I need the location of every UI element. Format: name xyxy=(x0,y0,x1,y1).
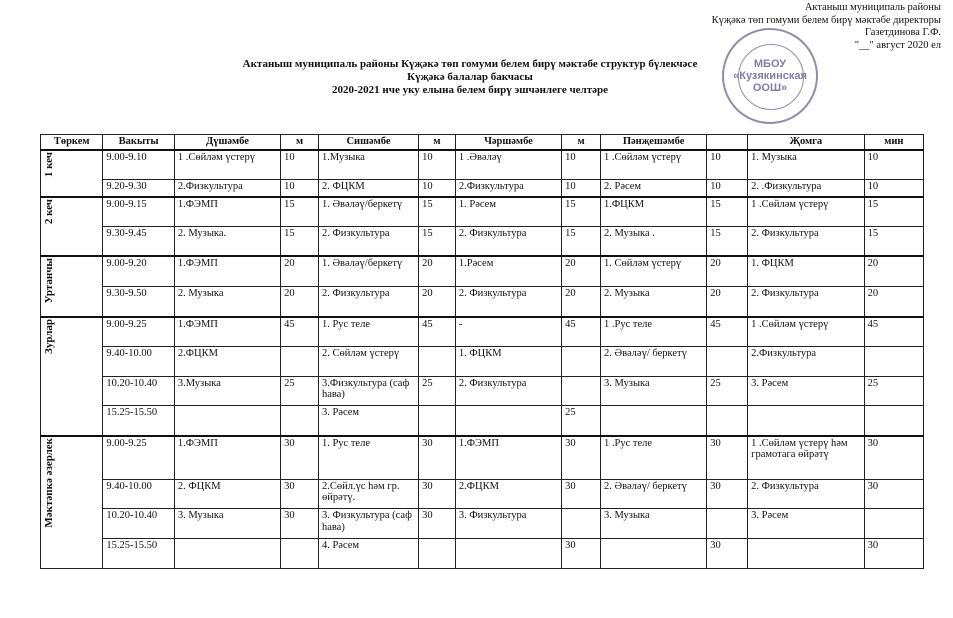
approval-line-4: "__" август 2020 ел xyxy=(854,39,941,51)
schedule-cell: 2. Физкультура xyxy=(748,287,865,317)
group-name: 2 кеч xyxy=(43,198,55,225)
stamp-line-3: ООШ» xyxy=(752,82,788,94)
schedule-cell xyxy=(174,539,280,569)
schedule-cell xyxy=(455,406,561,436)
schedule-cell: 30 xyxy=(707,479,748,509)
schedule-cell: 10 xyxy=(707,180,748,197)
column-header: Сишәмбе xyxy=(318,135,418,151)
title-line-3: 2020-2021 нче уку елына белем бирү эшчәнлеге челтәре xyxy=(331,84,609,96)
schedule-cell: 15 xyxy=(562,227,601,257)
schedule-cell xyxy=(864,347,923,377)
schedule-cell: 2. Физкультура xyxy=(455,376,561,406)
column-header: м xyxy=(562,135,601,151)
schedule-cell: 3. Музыка xyxy=(174,509,280,539)
schedule-cell: 20 xyxy=(707,256,748,286)
schedule-cell: 2. Әвәләү/ беркетү xyxy=(600,479,706,509)
time-cell: 10.20-10.40 xyxy=(103,509,175,539)
schedule-cell: 20 xyxy=(419,287,456,317)
schedule-cell: 3. Рәсем xyxy=(748,376,865,406)
column-header: м xyxy=(419,135,456,151)
schedule-cell: 2. Физкультура xyxy=(318,287,418,317)
schedule-cell: 2. .Физкультура xyxy=(748,180,865,197)
schedule-cell xyxy=(748,539,865,569)
schedule-body xyxy=(41,150,924,569)
schedule-cell: 25 xyxy=(707,376,748,406)
table-row xyxy=(41,227,924,257)
schedule-cell: 15 xyxy=(562,197,601,227)
stamp-line-2: «Кузякинская xyxy=(733,70,807,82)
table-row xyxy=(41,436,924,479)
schedule-cell: 1. Рус теле xyxy=(318,436,418,479)
time-cell: 9.00-9.20 xyxy=(103,256,175,286)
schedule-cell: 1. Рәсем xyxy=(455,197,561,227)
schedule-cell xyxy=(707,406,748,436)
schedule-cell: 10 xyxy=(281,180,319,197)
schedule-cell: 3. Музыка xyxy=(600,376,706,406)
schedule-cell: 1. Әвәләү/беркетү xyxy=(318,256,418,286)
schedule-cell: 2.Физкультура xyxy=(748,347,865,377)
title-line-2: Күҗәкә балалар бакчасы xyxy=(407,71,533,83)
schedule-cell: 15 xyxy=(419,197,456,227)
group-name-cell xyxy=(41,317,103,436)
schedule-cell: 15 xyxy=(864,197,923,227)
schedule-cell: 1. ФЦКМ xyxy=(748,256,865,286)
schedule-cell: 10 xyxy=(864,150,923,180)
schedule-cell: 3. Рәсем xyxy=(748,509,865,539)
schedule-cell xyxy=(864,509,923,539)
schedule-cell: 1.ФЭМП xyxy=(174,197,280,227)
schedule-cell: 3.Музыка xyxy=(174,376,280,406)
schedule-cell: 45 xyxy=(281,317,319,347)
schedule-cell: 2. Рәсем xyxy=(600,180,706,197)
schedule-cell: 1. Сөйләм үстерү xyxy=(600,256,706,286)
approval-line-1: Актаныш муниципаль районы xyxy=(804,2,941,13)
schedule-cell: 10 xyxy=(864,180,923,197)
schedule-cell: 30 xyxy=(707,436,748,479)
schedule-cell: 30 xyxy=(707,539,748,569)
schedule-cell: 2. Музыка xyxy=(174,287,280,317)
schedule-cell: 30 xyxy=(562,436,601,479)
schedule-cell xyxy=(419,347,456,377)
schedule-cell: 2.ФЦКМ xyxy=(455,479,561,509)
schedule-cell: 3. Физкультура (саф һава) xyxy=(318,509,418,539)
time-cell: 15.25-15.50 xyxy=(103,539,175,569)
schedule-cell: 15 xyxy=(281,197,319,227)
schedule-cell: 20 xyxy=(562,287,601,317)
group-name: Мәктәпкә әзерлек xyxy=(43,437,55,528)
schedule-cell: 15 xyxy=(281,227,319,257)
schedule-cell: 2. Физкультура xyxy=(748,227,865,257)
schedule-cell: 25 xyxy=(281,376,319,406)
schedule-cell: 10 xyxy=(707,150,748,180)
schedule-cell: 45 xyxy=(419,317,456,347)
column-header: Вакыты xyxy=(103,135,175,151)
time-cell: 9.30-9.50 xyxy=(103,287,175,317)
table-row xyxy=(41,287,924,317)
time-cell: 9.00-9.15 xyxy=(103,197,175,227)
table-row xyxy=(41,197,924,227)
stamp-line-1: МБОУ xyxy=(753,58,787,70)
schedule-cell xyxy=(455,539,561,569)
schedule-cell xyxy=(748,406,865,436)
schedule-cell: 2. Музыка. xyxy=(174,227,280,257)
schedule-cell: 1. Рус теле xyxy=(318,317,418,347)
group-name-cell xyxy=(41,150,103,197)
column-header: Пәнҗешәмбе xyxy=(600,135,706,151)
schedule-cell xyxy=(419,406,456,436)
schedule-cell: 2. ФЦКМ xyxy=(318,180,418,197)
schedule-cell: 2. Физкультура xyxy=(455,227,561,257)
schedule-cell xyxy=(174,406,280,436)
schedule-cell: 15 xyxy=(707,227,748,257)
column-header: м xyxy=(281,135,319,151)
schedule-cell: 1 .Сөйләм үстерү xyxy=(748,317,865,347)
schedule-cell xyxy=(419,539,456,569)
schedule-cell: 1.ФЭМП xyxy=(455,436,561,479)
schedule-cell: 30 xyxy=(281,509,319,539)
schedule-cell: 20 xyxy=(419,256,456,286)
schedule-cell: 10 xyxy=(281,150,319,180)
schedule-cell: 2. ФЦКМ xyxy=(174,479,280,509)
column-header: мин xyxy=(864,135,923,151)
time-cell: 9.30-9.45 xyxy=(103,227,175,257)
schedule-cell: 2. Музыка . xyxy=(600,227,706,257)
schedule-cell: 1 .Сөйләм үстерү һәм грамотага өйрәтү xyxy=(748,436,865,479)
schedule-cell xyxy=(562,376,601,406)
group-name: 1 кеч xyxy=(43,152,55,178)
schedule-cell: 20 xyxy=(864,287,923,317)
schedule-cell: 1 .Сөйләм үстерү xyxy=(748,197,865,227)
schedule-cell: 1. Әвәләү/беркетү xyxy=(318,197,418,227)
schedule-cell: 15 xyxy=(419,227,456,257)
time-cell: 9.20-9.30 xyxy=(103,180,175,197)
schedule-cell: 3. Физкультура xyxy=(455,509,561,539)
group-name-cell xyxy=(41,197,103,256)
schedule-cell: 1 .Сөйләм үстерү xyxy=(600,150,706,180)
group-name: Уртанчы xyxy=(43,258,55,304)
schedule-cell: 1.Музыка xyxy=(318,150,418,180)
group-name: Зурлар xyxy=(43,318,55,354)
schedule-cell: 25 xyxy=(419,376,456,406)
schedule-table xyxy=(40,134,924,569)
schedule-cell xyxy=(707,347,748,377)
schedule-cell xyxy=(600,539,706,569)
schedule-cell xyxy=(707,509,748,539)
schedule-cell xyxy=(562,509,601,539)
time-cell: 15.25-15.50 xyxy=(103,406,175,436)
schedule-cell: 1. Музыка xyxy=(748,150,865,180)
schedule-cell: 20 xyxy=(562,256,601,286)
schedule-cell xyxy=(600,406,706,436)
schedule-cell: 2.Сөйл.үс һәм гр. өйрәтү. xyxy=(318,479,418,509)
schedule-cell: 45 xyxy=(864,317,923,347)
time-cell: 9.40-10.00 xyxy=(103,479,175,509)
title-line-1: Актаныш муниципаль районы Күҗәкә төп гомуми белем бирү мәктәбе структур бүлекчәсе xyxy=(242,58,698,70)
schedule-cell: 20 xyxy=(864,256,923,286)
schedule-cell: 30 xyxy=(562,539,601,569)
table-row xyxy=(41,376,924,406)
table-row xyxy=(41,180,924,197)
schedule-cell: 30 xyxy=(281,436,319,479)
schedule-cell: 25 xyxy=(864,376,923,406)
schedule-cell: 1 .Рус теле xyxy=(600,436,706,479)
table-row xyxy=(41,256,924,286)
schedule-cell xyxy=(562,347,601,377)
schedule-cell: 2. Музыка xyxy=(600,287,706,317)
schedule-cell: 30 xyxy=(419,479,456,509)
schedule-cell: 25 xyxy=(562,406,601,436)
time-cell: 9.00-9.10 xyxy=(103,150,175,180)
time-cell: 10.20-10.40 xyxy=(103,376,175,406)
schedule-cell: 45 xyxy=(707,317,748,347)
schedule-cell: 10 xyxy=(562,150,601,180)
document-title xyxy=(120,58,820,97)
schedule-cell: 1. ФЦКМ xyxy=(455,347,561,377)
schedule-cell: 2. Физкультура xyxy=(318,227,418,257)
schedule-cell: 45 xyxy=(562,317,601,347)
time-cell: 9.40-10.00 xyxy=(103,347,175,377)
column-header: Чәршәмбе xyxy=(455,135,561,151)
group-name-cell xyxy=(41,436,103,569)
schedule-cell: 1.ФЭМП xyxy=(174,436,280,479)
schedule-cell: 20 xyxy=(281,287,319,317)
schedule-cell: 1.Рәсем xyxy=(455,256,561,286)
schedule-cell: 3.Физкультура (саф һава) xyxy=(318,376,418,406)
schedule-cell: 10 xyxy=(419,150,456,180)
header-row xyxy=(41,135,924,151)
schedule-cell: 10 xyxy=(562,180,601,197)
table-row xyxy=(41,317,924,347)
schedule-cell: 30 xyxy=(419,509,456,539)
schedule-cell: 4. Рәсем xyxy=(318,539,418,569)
schedule-cell xyxy=(281,347,319,377)
schedule-cell: 1 .Рус теле xyxy=(600,317,706,347)
schedule-cell: 30 xyxy=(864,539,923,569)
table-row xyxy=(41,509,924,539)
schedule-cell: 30 xyxy=(562,479,601,509)
table-row xyxy=(41,347,924,377)
schedule-cell: - xyxy=(455,317,561,347)
group-name-cell xyxy=(41,256,103,316)
column-header: Дүшәмбе xyxy=(174,135,280,151)
schedule-cell: 20 xyxy=(707,287,748,317)
schedule-cell: 1 .Әвәләү xyxy=(455,150,561,180)
schedule-cell: 1 .Сөйләм үстерү xyxy=(174,150,280,180)
schedule-cell: 2. Әвәләү/ беркетү xyxy=(600,347,706,377)
schedule-cell: 3. Рәсем xyxy=(318,406,418,436)
schedule-cell: 10 xyxy=(419,180,456,197)
schedule-cell: 15 xyxy=(864,227,923,257)
schedule-cell: 2.Физкультура xyxy=(174,180,280,197)
schedule-cell xyxy=(281,406,319,436)
schedule-cell: 2. Физкультура xyxy=(455,287,561,317)
table-row xyxy=(41,539,924,569)
approval-line-2: Күҗәкә төп гомуми белем бирү мәктәбе директоры xyxy=(711,14,941,26)
table-row xyxy=(41,406,924,436)
time-cell: 9.00-9.25 xyxy=(103,317,175,347)
schedule-cell: 30 xyxy=(864,436,923,479)
schedule-cell: 15 xyxy=(707,197,748,227)
schedule-cell: 2. Сөйләм үстерү xyxy=(318,347,418,377)
schedule-cell: 1.ФЦКМ xyxy=(600,197,706,227)
schedule-cell: 2.Физкультура xyxy=(455,180,561,197)
schedule-cell xyxy=(864,406,923,436)
schedule-cell xyxy=(281,539,319,569)
table-row xyxy=(41,150,924,180)
schedule-cell: 2.ФЦКМ xyxy=(174,347,280,377)
schedule-cell: 1.ФЭМП xyxy=(174,256,280,286)
schedule-cell: 1.ФЭМП xyxy=(174,317,280,347)
schedule-cell: 2. Физкультура xyxy=(748,479,865,509)
column-header: Җомга xyxy=(748,135,865,151)
schedule-cell: 30 xyxy=(864,479,923,509)
column-header xyxy=(707,135,748,151)
column-header: Төркем xyxy=(41,135,103,151)
table-row xyxy=(41,479,924,509)
schedule-cell: 3. Музыка xyxy=(600,509,706,539)
schedule-cell: 30 xyxy=(281,479,319,509)
schedule-cell: 20 xyxy=(281,256,319,286)
approval-line-3: Газетдинова Г.Ф. xyxy=(864,27,941,38)
schedule-cell: 30 xyxy=(419,436,456,479)
time-cell: 9.00-9.25 xyxy=(103,436,175,479)
